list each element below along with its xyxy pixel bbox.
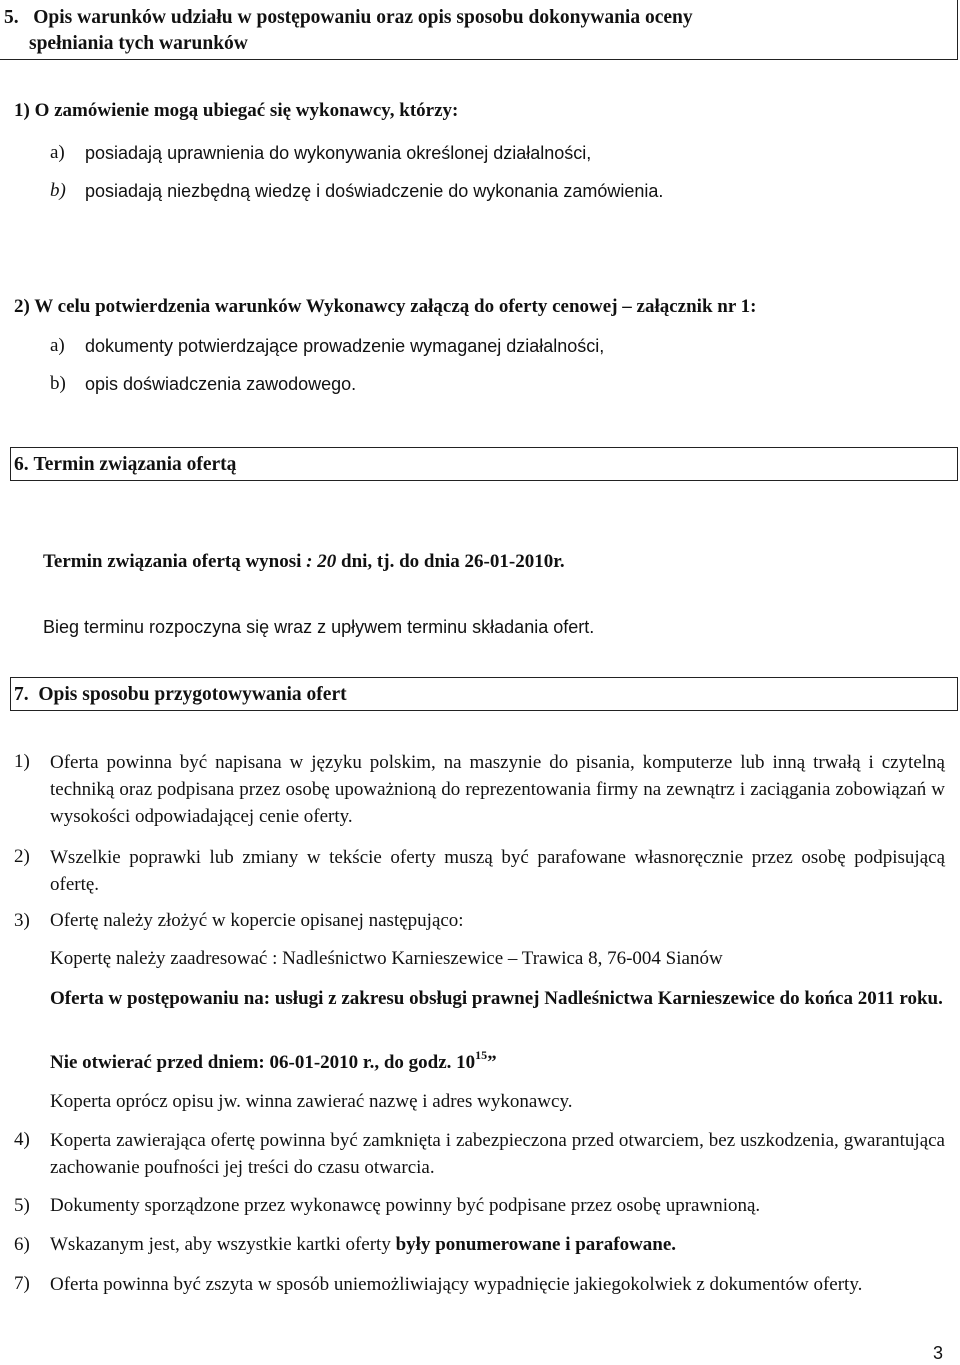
s5-p2-b-marker: b) bbox=[50, 373, 66, 394]
binding-period-prefix: Termin związania ofertą wynosi bbox=[43, 551, 302, 572]
envelope-offer-title: Oferta w postępowaniu na: usługi z zakresu obsługi prawnej Nadleśnictwa Karnieszewice do końca 2011 roku. bbox=[50, 988, 943, 1009]
s5-p1-a: posiadają uprawnienia do wykonywania określonej działalności, bbox=[85, 143, 592, 163]
s5-p1-heading: 1) O zamówienie mogą ubiegać się wykonawcy, którzy: bbox=[14, 100, 459, 121]
s7-item6-number: 6) bbox=[14, 1234, 30, 1255]
page-number: 3 bbox=[933, 1343, 944, 1363]
s7-item1: Oferta powinna być napisana w języku polskim, na maszynie do pisania, komputerze lub inną trwałą i czytelną techniką oraz podpisana przez osobę upoważnioną do reprezentowania firmy na zewnątrz i zaciągania zobowiązań w wysokości odpowiadającej cenie oferty. bbox=[50, 752, 945, 827]
do-not-open-quote: ” bbox=[487, 1052, 497, 1073]
binding-period-days: 20 bbox=[317, 551, 337, 572]
section-7-title: Opis sposobu przygotowywania ofert bbox=[38, 684, 347, 705]
do-not-open-minutes: 15 bbox=[475, 1048, 488, 1062]
s5-p2-a: dokumenty potwierdzające prowadzenie wymaganej działalności, bbox=[85, 336, 605, 356]
s7-item6-bold: były ponumerowane i parafowane. bbox=[395, 1234, 677, 1255]
section-5-number: 5. bbox=[4, 7, 19, 28]
s5-p2-heading: 2) W celu potwierdzenia warunków Wykonawcy załączą do oferty cenowej – załącznik nr 1: bbox=[14, 296, 757, 317]
s7-item2-number: 2) bbox=[14, 846, 30, 867]
section-7-header bbox=[10, 677, 958, 711]
envelope-address: Kopertę należy zaadresować : Nadleśnictwo Karnieszewice – Trawica 8, 76-004 Sianów bbox=[50, 948, 723, 969]
binding-period-line bbox=[43, 549, 565, 575]
s7-item1-number: 1) bbox=[14, 751, 30, 772]
section-6-number: 6. bbox=[14, 454, 29, 475]
s7-item5-number: 5) bbox=[14, 1195, 30, 1216]
s7-item6-plain: Wskazanym jest, aby wszystkie kartki oferty bbox=[50, 1234, 396, 1255]
section-6-header bbox=[10, 447, 958, 481]
s5-p2-b: opis doświadczenia zawodowego. bbox=[85, 374, 357, 394]
s5-p1-b-marker: b) bbox=[50, 180, 66, 201]
s7-item7-number: 7) bbox=[14, 1273, 30, 1294]
section-7-number: 7. bbox=[14, 684, 29, 705]
s7-item6 bbox=[50, 1232, 676, 1258]
envelope-note: Koperta oprócz opisu jw. winna zawierać nazwę i adres wykonawcy. bbox=[50, 1091, 573, 1112]
binding-period-rest: dni, tj. do dnia 26-01-2010r. bbox=[336, 551, 565, 572]
s5-p1-a-marker: a) bbox=[50, 142, 65, 163]
binding-period-colon: : bbox=[301, 551, 318, 572]
do-not-open-line bbox=[50, 1050, 497, 1076]
section-6-title: Termin związania ofertą bbox=[33, 454, 237, 475]
section-5-header bbox=[0, 0, 958, 60]
s7-item4: Koperta zawierająca ofertę powinna być zamknięta i zabezpieczona przed otwarciem, bez uszkodzenia, gwarantująca zachowanie poufności jej treści do czasu otwarcia. bbox=[50, 1130, 945, 1178]
s7-item3-number: 3) bbox=[14, 910, 30, 931]
s7-item4-number: 4) bbox=[14, 1129, 30, 1150]
binding-period-start: Bieg terminu rozpoczyna się wraz z upływem terminu składania ofert. bbox=[43, 617, 595, 637]
s7-item7: Oferta powinna być zszyta w sposób uniemożliwiający wypadnięcie jakiegokolwiek z dokumentów oferty. bbox=[50, 1274, 863, 1295]
section-5-title-cont: spełniania tych warunków bbox=[29, 33, 248, 54]
s5-p1-b: posiadają niezbędną wiedzę i doświadczenie do wykonania zamówienia. bbox=[85, 181, 664, 201]
s5-p2-a-marker: a) bbox=[50, 335, 65, 356]
do-not-open-text: Nie otwierać przed dniem: 06-01-2010 r., do godz. 10 bbox=[50, 1052, 476, 1073]
s7-item2: Wszelkie poprawki lub zmiany w tekście oferty muszą być parafowane własnoręcznie przez osobę podpisującą ofertę. bbox=[50, 847, 945, 895]
section-5-title: Opis warunków udziału w postępowaniu oraz opis sposobu dokonywania oceny bbox=[33, 7, 693, 28]
s7-item3: Ofertę należy złożyć w kopercie opisanej następująco: bbox=[50, 910, 464, 931]
s7-item5: Dokumenty sporządzone przez wykonawcę powinny być podpisane przez osobę uprawnioną. bbox=[50, 1195, 761, 1216]
